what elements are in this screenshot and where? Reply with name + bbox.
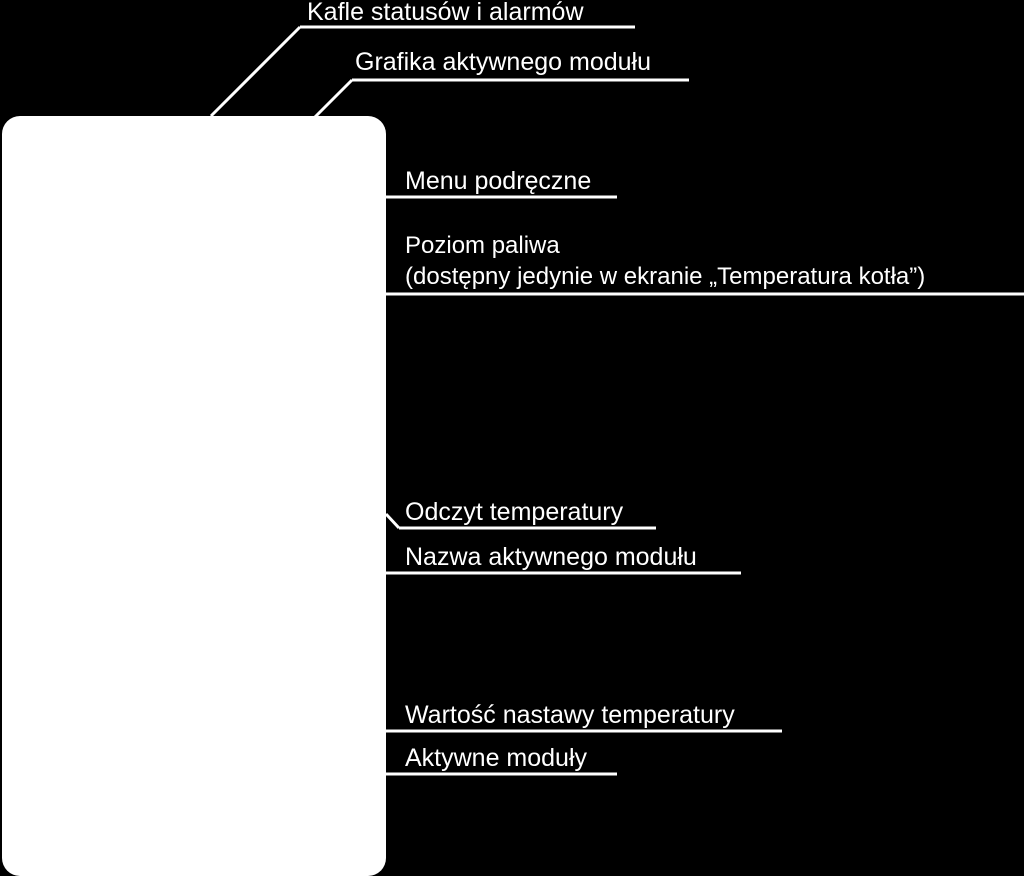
label-tiles <box>307 0 584 27</box>
leader-module-graphic-diagonal <box>315 80 352 117</box>
label-active-modules <box>405 743 587 773</box>
label-fuel-level <box>405 230 925 292</box>
label-fuel-level-title: Poziom paliwa <box>405 232 560 259</box>
label-tiles-text: Kafle statusów i alarmów <box>307 0 584 26</box>
leader-temp-reading-diagonal <box>386 514 399 528</box>
label-quick-menu-text: Menu podręczne <box>405 167 592 195</box>
label-setpoint-text: Wartość nastawy temperatury <box>405 701 735 729</box>
label-quick-menu <box>405 166 591 196</box>
label-fuel-level-note: (dostępny jedynie w ekranie „Temperatura kotła”) <box>405 263 926 290</box>
label-module-name <box>405 542 697 572</box>
leader-tiles-diagonal <box>211 27 300 116</box>
label-module-graphic-text: Grafika aktywnego modułu <box>355 48 651 76</box>
label-temp-reading-text: Odczyt temperatury <box>405 498 624 526</box>
label-module-name-text: Nazwa aktywnego modułu <box>405 543 697 571</box>
label-active-modules-text: Aktywne moduły <box>405 744 588 772</box>
label-temp-reading <box>405 497 623 527</box>
label-setpoint <box>405 700 735 730</box>
label-module-graphic <box>355 47 651 77</box>
